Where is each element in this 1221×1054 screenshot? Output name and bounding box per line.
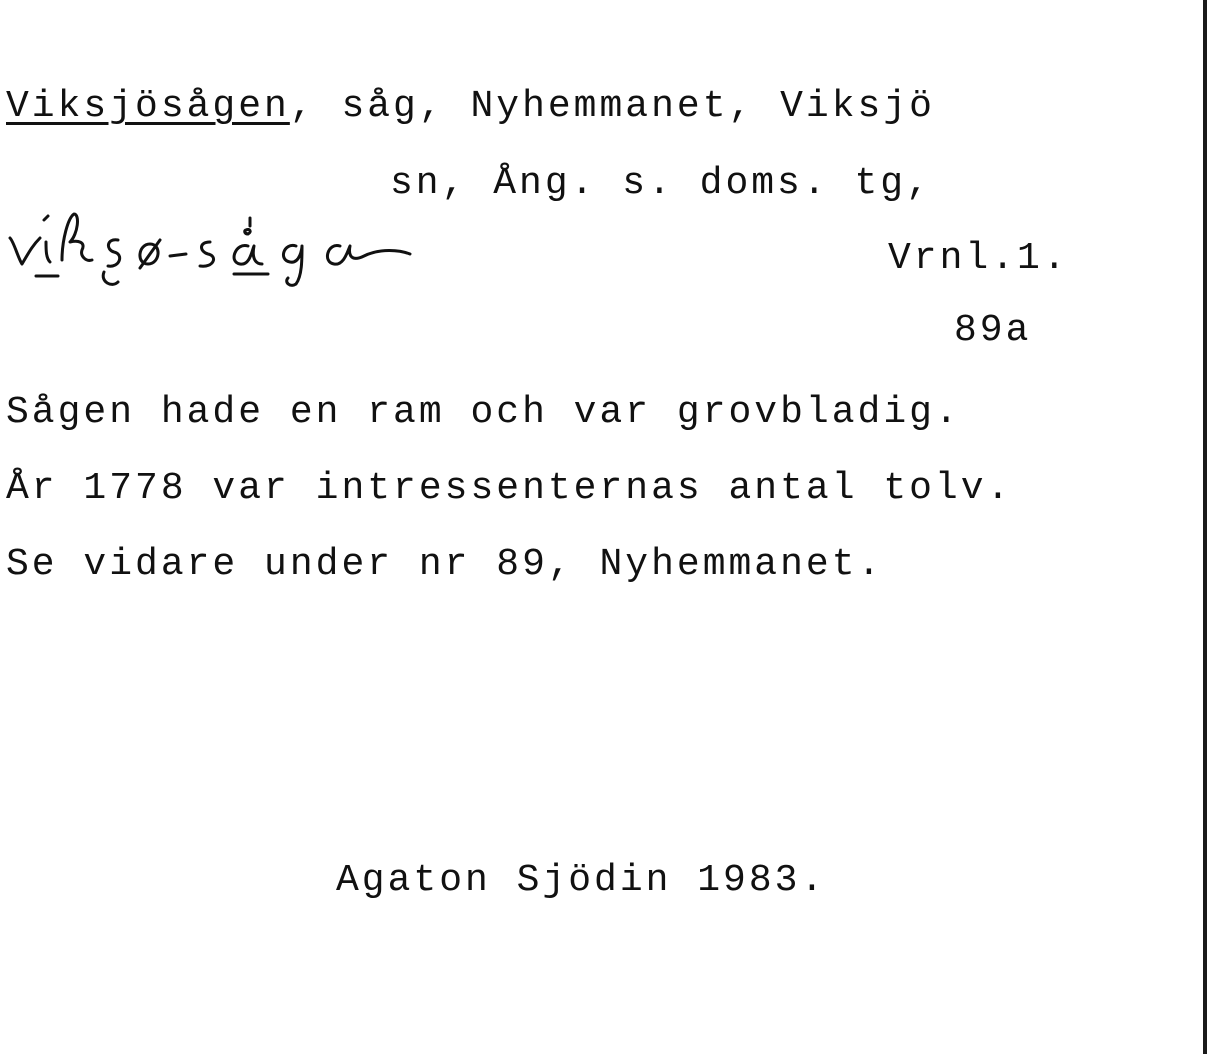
reference-code: Vrnl.1. <box>888 237 1069 280</box>
entry-header-line <box>6 85 935 128</box>
location-line: sn, Ång. s. doms. tg, <box>390 162 932 205</box>
headword: Viksjösågen <box>6 85 290 128</box>
signature: Agaton Sjödin 1983. <box>336 859 827 902</box>
entry-number: 89a <box>954 309 1032 352</box>
body-line-2: År 1778 var intressenternas antal tolv. <box>6 467 1013 510</box>
card-right-border <box>1203 0 1207 1054</box>
handwriting-image <box>0 190 440 300</box>
handwritten-dialect-form <box>0 190 440 300</box>
header-description: , såg, Nyhemmanet, Viksjö <box>289 85 935 128</box>
body-line-1: Sågen hade en ram och var grovbladig. <box>6 391 961 434</box>
body-line-3: Se vidare under nr 89, Nyhemmanet. <box>6 543 884 586</box>
